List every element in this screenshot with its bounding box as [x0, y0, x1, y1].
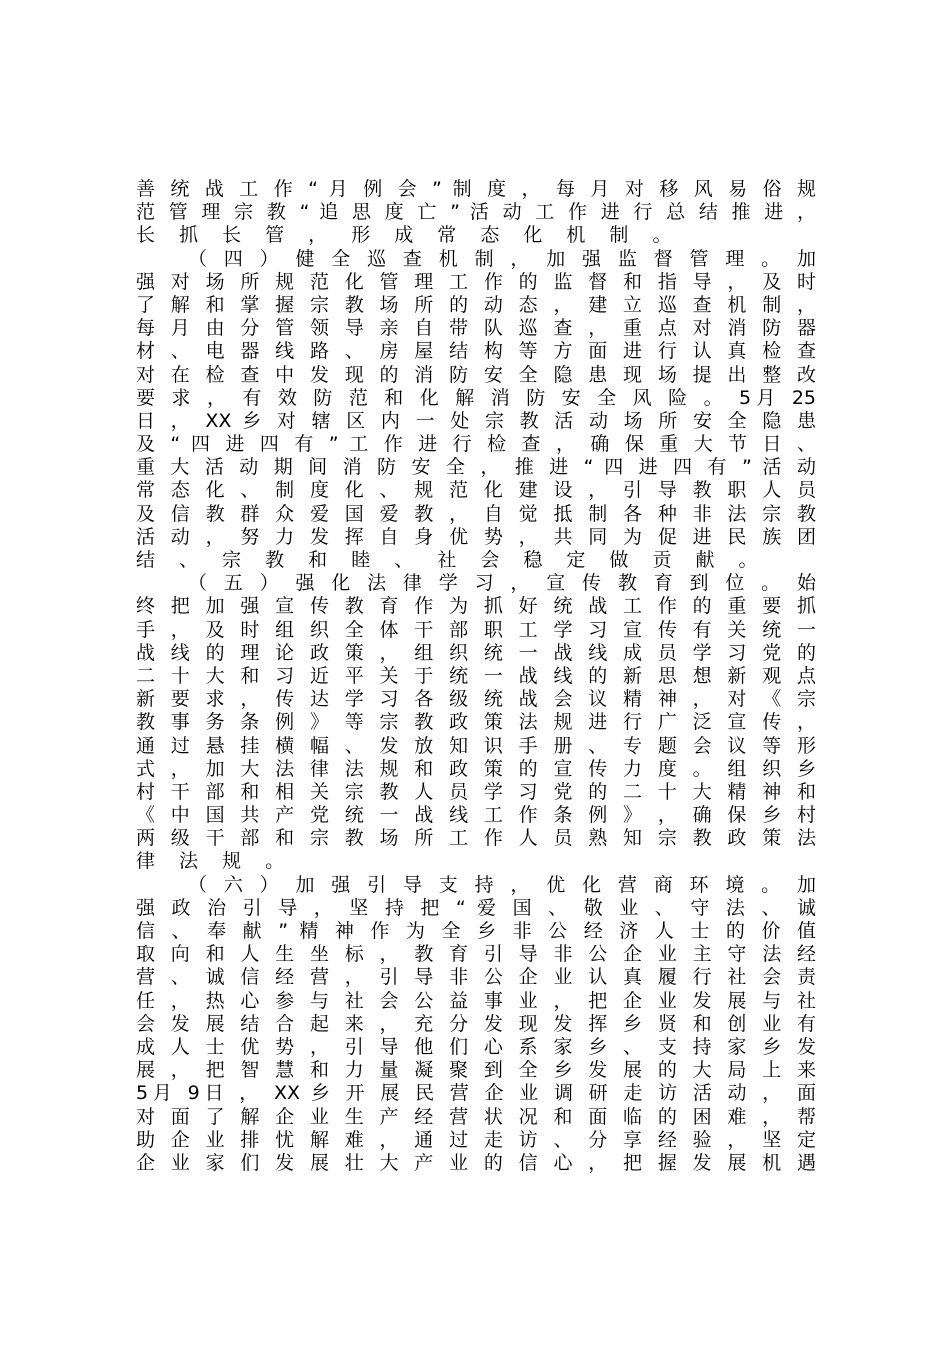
text-line: 材 、 电 器 线 路 、 房 屋 结 构 等 方 面 进 行 认 真 检 查 — [136, 340, 816, 363]
text-line: 助 企 业 排 忧 解 难 ， 通 过 走 访 、 分 享 经 验 ， 坚 定 — [136, 1128, 816, 1151]
text-line: 新 要 求 ， 传 达 学 习 各 级 统 战 会 议 精 神 ， 对 《 宗 — [136, 688, 816, 711]
text-line: 营 、 诚 信 经 营 ， 引 导 非 公 企 业 认 真 履 行 社 会 责 — [136, 966, 816, 989]
paragraph-heading-line: （ 四 ） 健 全 巡 查 机 制 ， 加 强 监 督 管 理 。 加 — [188, 247, 816, 270]
text-line: 村 干 部 和 相 关 宗 教 人 员 学 习 党 的 二 十 大 精 神 和 — [136, 780, 816, 803]
text-line: 展 ， 把 智 慧 和 力 量 凝 聚 到 全 乡 发 展 的 大 局 上 来 — [136, 1059, 816, 1082]
paragraph-heading-line: （ 五 ） 强 化 法 律 学 习 ， 宣 传 教 育 到 位 。 始 — [188, 572, 816, 595]
paragraph-heading-line: （ 六 ） 加 强 引 导 支 持 ， 优 化 营 商 环 境 。 加 — [188, 873, 816, 896]
text-line: 律 法 规 。 — [136, 850, 294, 873]
text-line: 对 面 了 解 企 业 生 产 经 营 状 况 和 面 临 的 困 难 ， 帮 — [136, 1105, 816, 1128]
text-line: 强 政 治 引 导 ， 坚 持 把 “ 爱 国 、 敬 业 、 守 法 、 诚 — [136, 896, 816, 919]
text-line: 长 抓 长 管 ， 形 成 常 态 化 机 制 。 — [136, 224, 681, 247]
text-line: 战 线 的 理 论 政 策 ， 组 织 统 一 战 线 成 员 学 习 党 的 — [136, 641, 816, 664]
text-line: 成 人 士 优 势 ， 引 导 他 们 心 系 家 乡 、 支 持 家 乡 发 — [136, 1035, 816, 1058]
text-line: 强 对 场 所 规 范 化 管 理 工 作 的 监 督 和 指 导 ， 及 时 — [136, 270, 816, 293]
text-line: 活 动 ， 努 力 发 挥 自 身 优 势 ， 共 同 为 促 进 民 族 团 — [136, 525, 816, 548]
text-line: 会 发 展 结 合 起 来 ， 充 分 发 现 发 挥 乡 贤 和 创 业 有 — [136, 1012, 816, 1035]
text-line: 《 中 国 共 产 党 统 一 战 线 工 作 条 例 》 ， 确 保 乡 村 — [136, 804, 816, 827]
body-text — [136, 178, 816, 1175]
text-line: 教 事 务 条 例 》 等 宗 教 政 策 法 规 进 行 广 泛 宣 传 ， — [136, 711, 816, 734]
text-line: 了 解 和 掌 握 宗 教 场 所 的 动 态 ， 建 立 巡 查 机 制 ， — [136, 293, 816, 316]
text-line: 取 向 和 人 生 坐 标 ， 教 育 引 导 非 公 企 业 主 守 法 经 — [136, 943, 816, 966]
text-line: 通 过 悬 挂 横 幅 、 发 放 知 识 手 册 、 专 题 会 议 等 形 — [136, 734, 816, 757]
text-line: 及 信 教 群 众 爱 国 爱 教 ， 自 觉 抵 制 各 种 非 法 宗 教 — [136, 502, 816, 525]
text-line: 重 大 活 动 期 间 消 防 安 全 ， 推 进 “ 四 进 四 有 ” 活 动 — [136, 456, 816, 479]
text-line: 信 、 奉 献 ” 精 神 作 为 全 乡 非 公 经 济 人 士 的 价 值 — [136, 920, 816, 942]
text-line: 5月 9日 ， XX 乡 开 展 民 营 企 业 调 研 走 访 活 动 ， 面 — [136, 1082, 816, 1105]
text-line: 手 ， 及 时 组 织 全 体 干 部 职 工 学 习 宣 传 有 关 统 一 — [136, 618, 816, 641]
text-line: 范 管 理 宗 教 “ 追 思 度 亡 ” 活 动 工 作 进 行 总 结 推 进 ， — [136, 201, 816, 224]
text-line: 式 ， 加 大 法 律 法 规 和 政 策 的 宣 传 力 度 。 组 织 乡 — [136, 757, 816, 780]
text-line: 二 十 大 和 习 近 平 关 于 统 一 战 线 的 新 思 想 新 观 点 — [136, 664, 816, 687]
text-line: 常 态 化 、 制 度 化 、 规 范 化 建 设 ， 引 导 教 职 人 员 — [136, 479, 816, 502]
text-line: 日 ， XX 乡 对 辖 区 内 一 处 宗 教 活 动 场 所 安 全 隐 患 — [136, 409, 816, 432]
text-line: 及 “ 四 进 四 有 ” 工 作 进 行 检 查 ， 确 保 重 大 节 日 、 — [136, 433, 816, 456]
text-line: 善 统 战 工 作 “ 月 例 会 ” 制 度 ， 每 月 对 移 风 易 俗 规 — [136, 178, 816, 200]
text-line: 每 月 由 分 管 领 导 亲 自 带 队 巡 查 ， 重 点 对 消 防 器 — [136, 317, 816, 340]
text-line: 对 在 检 查 中 发 现 的 消 防 安 全 隐 患 现 场 提 出 整 改 — [136, 363, 816, 386]
text-line: 结 、 宗 教 和 睦 、 社 会 稳 定 做 贡 献 。 — [136, 549, 767, 571]
text-line: 终 把 加 强 宣 传 教 育 作 为 抓 好 统 战 工 作 的 重 要 抓 — [136, 595, 816, 618]
text-line: 任 ， 热 心 参 与 社 会 公 益 事 业 ， 把 企 业 发 展 与 社 — [136, 989, 816, 1012]
text-line: 要 求 ， 有 效 防 范 和 化 解 消 防 安 全 风 险 。 5月 25 — [136, 386, 816, 409]
text-line: 两 级 干 部 和 宗 教 场 所 工 作 人 员 熟 知 宗 教 政 策 法 — [136, 827, 816, 850]
text-line: 企 业 家 们 发 展 壮 大 产 业 的 信 心 ， 把 握 发 展 机 遇 — [136, 1151, 816, 1174]
